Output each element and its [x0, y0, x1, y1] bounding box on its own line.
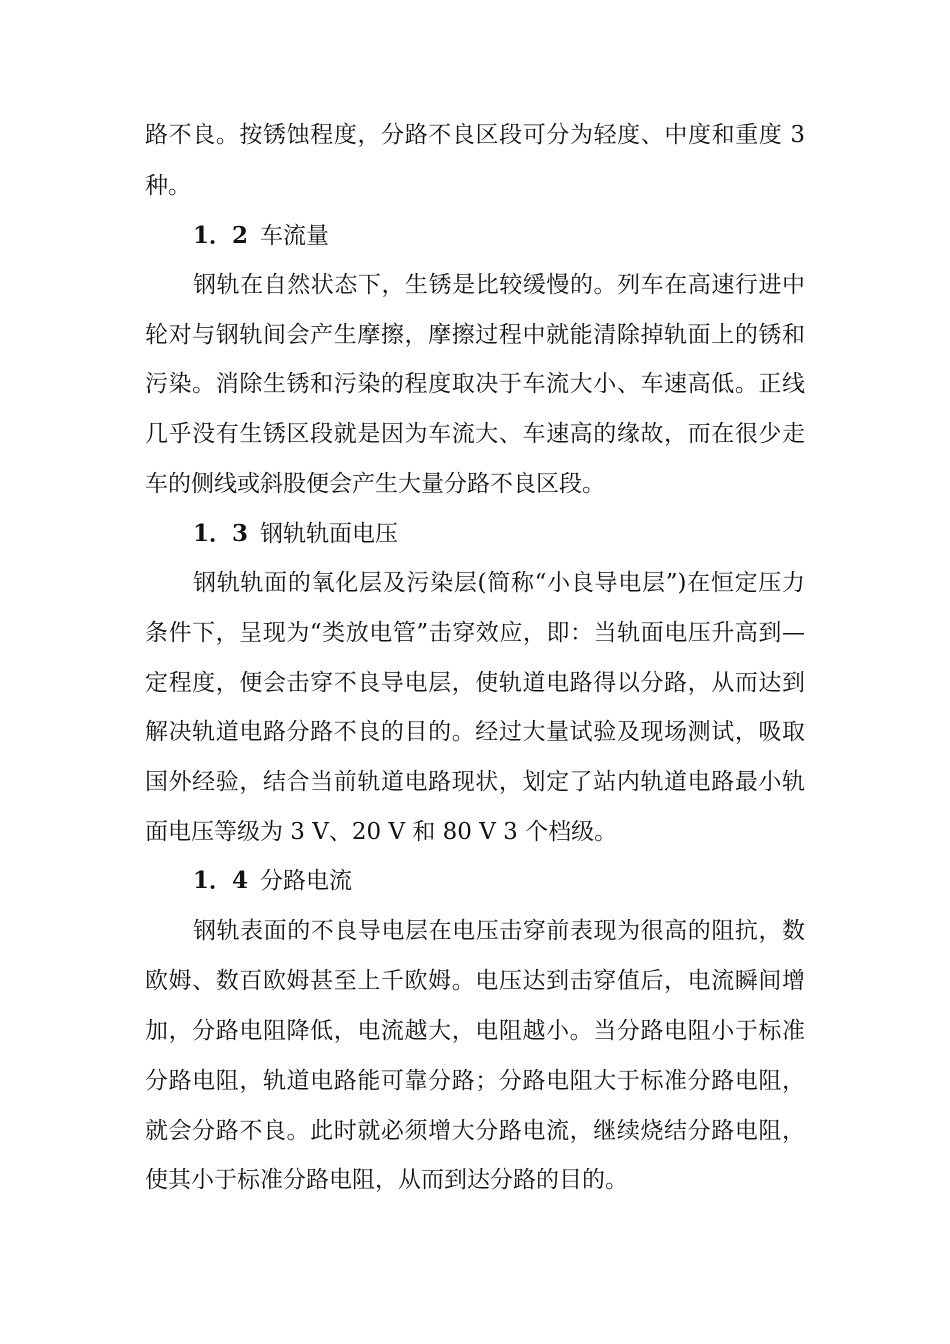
body-text-line: 钢轨表面的不良导电层在电压击穿前表现为很高的阻抗，数 — [193, 918, 805, 944]
section-title: 钢轨轨面电压 — [260, 521, 399, 547]
section-heading — [193, 519, 398, 549]
body-text-line: 使其小于标准分路电阻，从而到达分路的目的。 — [145, 1167, 628, 1193]
body-text-line: 分路电阻，轨道电路能可靠分路；分路电阻大于标准分路电阻， — [145, 1068, 805, 1094]
section-heading — [193, 221, 329, 251]
section-title: 分路电流 — [260, 868, 353, 894]
section-number: 1．3 — [193, 520, 249, 547]
body-text-line: 钢轨在自然状态下，生锈是比较缓慢的。列车在高速行进中 — [193, 272, 805, 298]
body-text-line: 车的侧线或斜股便会产生大量分路不良区段。 — [145, 471, 605, 497]
body-text-line: 国外经验，结合当前轨道电路现状，划定了站内轨道电路最小轨 — [145, 769, 805, 795]
body-text-line: 钢轨轨面的氧化层及污染层(简称“小良导电层”)在恒定压力 — [193, 570, 805, 596]
section-title: 车流量 — [260, 223, 330, 249]
section-heading — [193, 866, 352, 896]
body-text-line: 欧姆、数百欧姆甚至上千欧姆。电压达到击穿值后，电流瞬间增 — [145, 968, 805, 994]
body-text-line: 种。 — [145, 173, 191, 199]
body-text-line: 轮对与钢轨间会产生摩擦，摩擦过程中就能清除掉轨面上的锈和 — [145, 322, 805, 348]
section-number: 1．4 — [193, 867, 249, 894]
body-text-line: 条件下，呈现为“类放电管”击穿效应，即：当轨面电压升高到— — [145, 620, 805, 646]
body-text-line: 路不良。按锈蚀程度，分路不良区段可分为轻度、中度和重度 3 — [145, 122, 805, 148]
section-number: 1．2 — [193, 222, 249, 249]
body-text-line: 解决轨道电路分路不良的目的。经过大量试验及现场测试，吸取 — [145, 719, 805, 745]
body-text-line: 定程度，便会击穿不良导电层，使轨道电路得以分路，从而达到 — [145, 670, 805, 696]
body-text-line: 面电压等级为 3 V、20 V 和 80 V 3 个档级。 — [145, 819, 618, 845]
body-text-line: 几乎没有生锈区段就是因为车流大、车速高的缘故，而在很少走 — [145, 421, 805, 447]
body-text-line: 就会分路不良。此时就必须增大分路电流，继续烧结分路电阻， — [145, 1118, 805, 1144]
body-text-line: 污染。消除生锈和污染的程度取决于车流大小、车速高低。正线 — [145, 371, 805, 397]
body-text-line: 加，分路电阻降低，电流越大，电阻越小。当分路电阻小于标准 — [145, 1018, 805, 1044]
